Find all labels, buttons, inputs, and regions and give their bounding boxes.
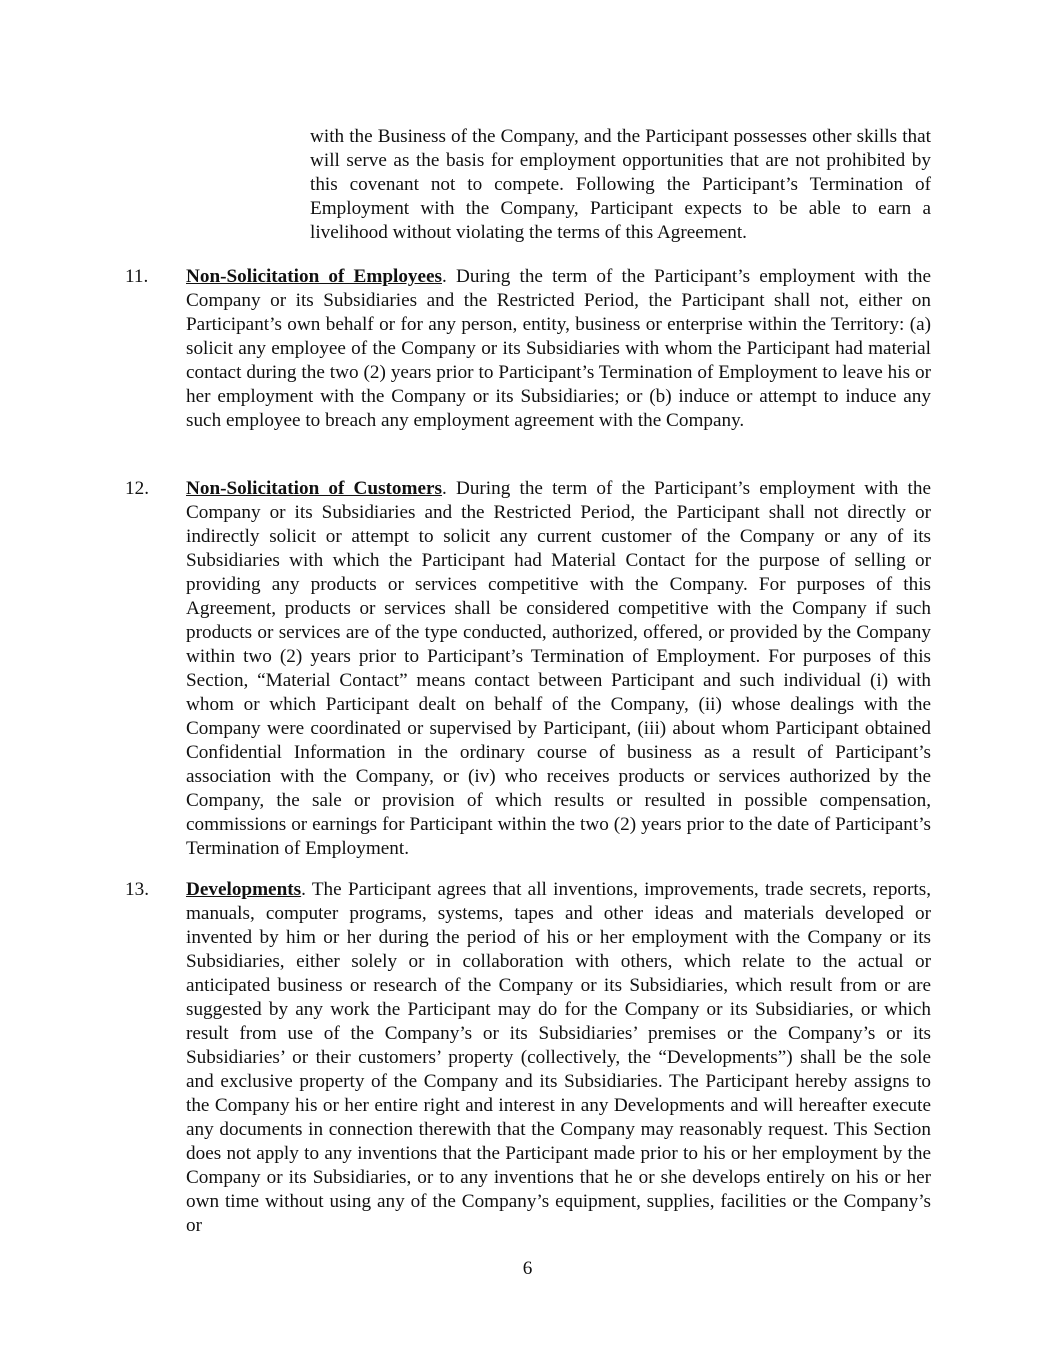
section-developments	[125, 878, 931, 1238]
section-non-solicitation-employees	[125, 265, 931, 433]
section-heading: Non-Solicitation of Employees	[186, 266, 443, 287]
section-text: . During the term of the Participant’s employment with the Company or its Subsidiaries and the Restricted Period, the Participant shall not, either on Participant’s own behalf or for any person, entity, business or enterprise within the Territory: (a) solicit any employee of the Company or its Subsidiaries with whom the Participant had material contact during the two (2) years prior to Participant’s Termination of Employment to leave his or her employment with the Company or its Subsidiaries; or (b) induce or attempt to induce any such employee to breach any employment agreement with the Company.	[186, 266, 931, 431]
section-text: . The Participant agrees that all inventions, improvements, trade secrets, reports, manuals, computer programs, systems, tapes and other ideas and materials developed or invented by him or her during the period of his or her employment with the Company or its Subsidiaries, either solely or in collaboration with others, which relate to the actual or anticipated business or research of the Company or its Subsidiaries, which result from or are suggested by any work the Participant may do for the Company or its Subsidiaries, or which result from use of the Company’s or its Subsidiaries’ premises or the Company’s or its Subsidiaries’ or their customers’ property (collectively, the “Developments”) shall be the sole and exclusive property of the Company and its Subsidiaries. The Participant hereby assigns to the Company his or her entire right and interest in any Developments and will hereafter execute any documents in connection therewith that the Company may reasonably request. This Section does not apply to any inventions that the Participant made prior to his or her employment by the Company or its Subsidiaries, or to any inventions that he or she develops entirely on his or her own time without using any of the Company’s equipment, supplies, facilities or the Company’s or	[186, 879, 931, 1236]
section-body	[186, 477, 931, 861]
section-heading: Developments	[186, 879, 302, 900]
section-number: 12.	[125, 478, 149, 499]
section-non-solicitation-customers	[125, 477, 931, 861]
page-number: 6	[522, 1258, 533, 1279]
continuation-paragraph: with the Business of the Company, and the Participant possesses other skills that will serve as the basis for employment opportunities that are not prohibited by this covenant not to compete. Following the Participant’s Termination of Employment with the Company, Participant expects to be able to earn a livelihood without violating the terms of this Agreement.	[310, 126, 931, 243]
section-number: 13.	[125, 879, 149, 900]
section-body	[186, 265, 931, 433]
section-number: 11.	[125, 266, 149, 287]
section-text: . During the term of the Participant’s employment with the Company or its Subsidiaries and the Restricted Period, the Participant shall not directly or indirectly solicit or attempt to solicit any current customer of the Company or any of its Subsidiaries with which the Participant had Material Contact for the purpose of selling or providing any products or services competitive with the Company. For purposes of this Agreement, products or services shall be considered competitive with the Company if such products or services are of the type conducted, authorized, offered, or provided by the Company within two (2) years prior to Participant’s Termination of Employment. For purposes of this Section, “Material Contact” means contact between Participant and such individual (i) with whom or which Participant dealt on behalf of the Company, (ii) whose dealings with the Company were coordinated or supervised by Participant, (iii) about whom Participant obtained Confidential Information in the ordinary course of business as a result of Participant’s association with the Company, or (iv) who receives products or services authorized by the Company, the sale or provision of which results or resulted in possible compensation, commissions or earnings for Participant within the two (2) years prior to the date of Participant’s Termination of Employment.	[186, 478, 931, 859]
section-body	[186, 878, 931, 1238]
section-heading: Non-Solicitation of Customers	[186, 478, 443, 499]
